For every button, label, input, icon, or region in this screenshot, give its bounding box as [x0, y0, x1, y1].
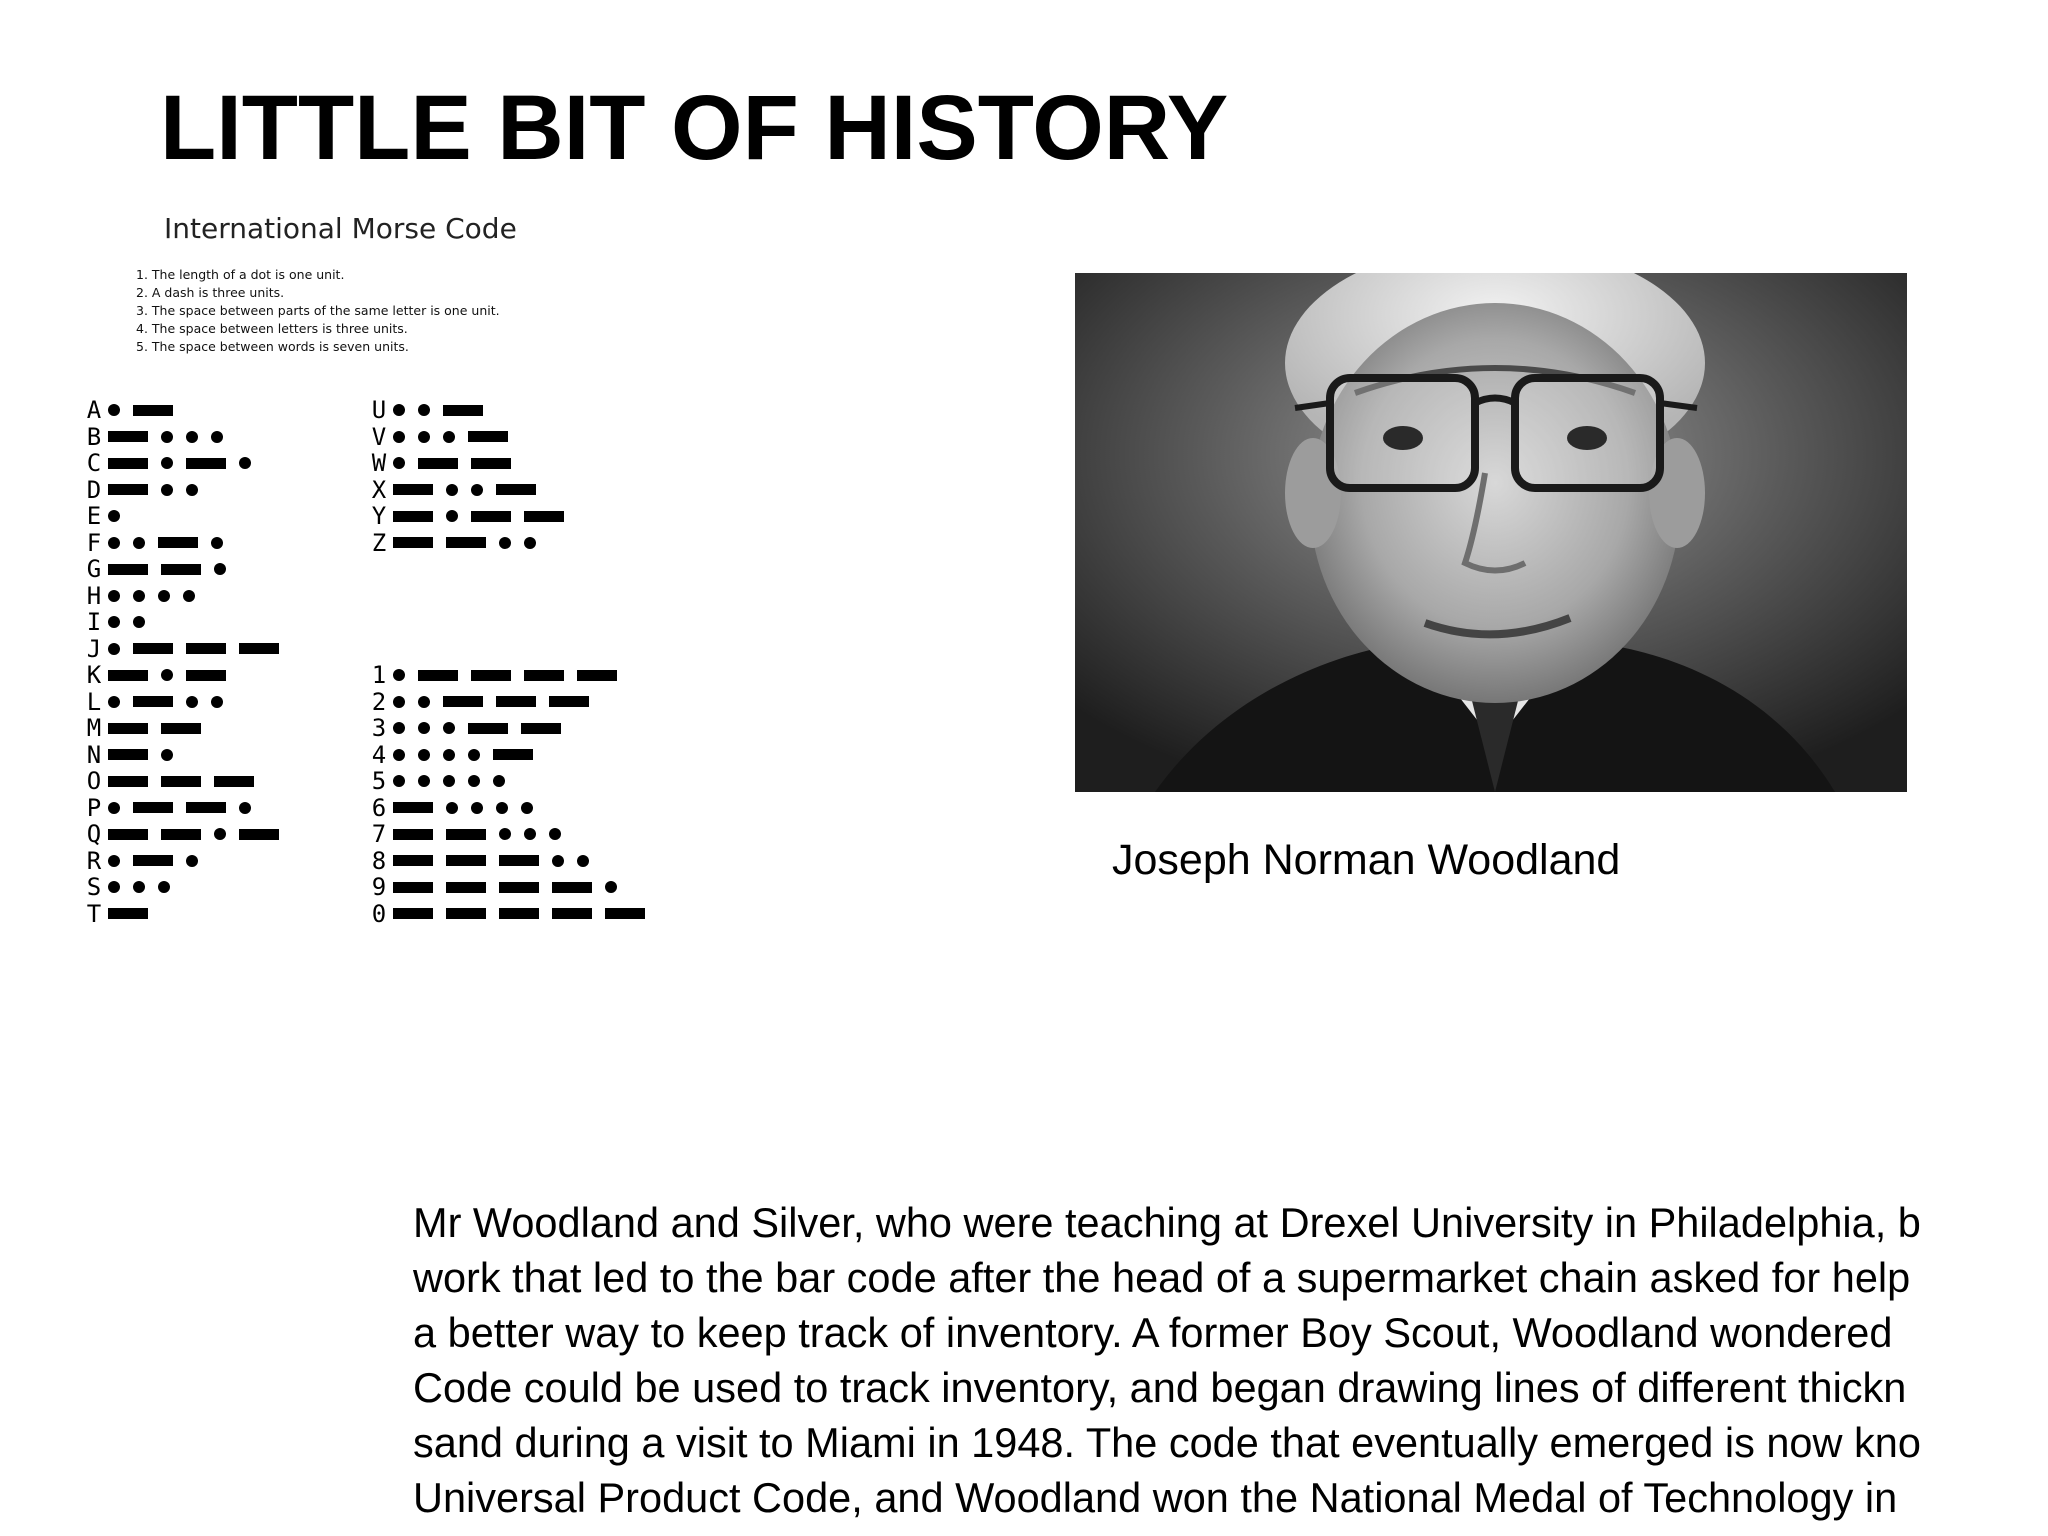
- morse-dot: [108, 855, 120, 867]
- portrait-caption: Joseph Norman Woodland: [1112, 836, 1621, 884]
- morse-character: H: [86, 581, 102, 610]
- morse-entry-h: [80, 583, 292, 610]
- morse-entry-g: [80, 556, 292, 583]
- morse-symbols: [393, 510, 577, 522]
- morse-dot: [133, 881, 145, 893]
- morse-dash: [239, 829, 279, 840]
- morse-character: 9: [371, 873, 387, 902]
- morse-dash: [186, 458, 226, 469]
- morse-character: G: [86, 555, 102, 584]
- morse-letters-column: [80, 397, 292, 927]
- morse-dot: [393, 404, 405, 416]
- morse-dot: [499, 537, 511, 549]
- morse-dash: [446, 537, 486, 548]
- morse-dot: [211, 537, 223, 549]
- morse-dot: [161, 749, 173, 761]
- morse-dash: [133, 405, 173, 416]
- morse-dash: [108, 564, 148, 575]
- morse-dot: [108, 696, 120, 708]
- morse-dash: [108, 723, 148, 734]
- morse-dash: [418, 458, 458, 469]
- morse-dot: [183, 590, 195, 602]
- morse-dot: [108, 616, 120, 628]
- morse-character: 7: [371, 820, 387, 849]
- morse-character: X: [371, 475, 387, 504]
- morse-dot: [108, 802, 120, 814]
- morse-character: 6: [371, 793, 387, 822]
- morse-dot: [239, 457, 251, 469]
- morse-dot: [108, 404, 120, 416]
- morse-entry-d: [80, 477, 292, 504]
- morse-character: A: [86, 396, 102, 425]
- morse-dash: [393, 829, 433, 840]
- morse-symbols: [393, 722, 574, 734]
- morse-dot: [161, 431, 173, 443]
- morse-dash: [524, 670, 564, 681]
- morse-character: P: [86, 793, 102, 822]
- morse-rules-list: [136, 266, 500, 356]
- morse-entry-k: [80, 662, 292, 689]
- morse-entry-b: [80, 424, 292, 451]
- morse-symbols: [393, 669, 630, 681]
- morse-dot: [214, 563, 226, 575]
- morse-character: K: [86, 661, 102, 690]
- morse-dash: [161, 776, 201, 787]
- morse-entry-c: [80, 450, 292, 477]
- morse-dot: [605, 881, 617, 893]
- morse-symbols: [393, 881, 630, 893]
- morse-dash: [108, 484, 148, 495]
- morse-dot: [161, 669, 173, 681]
- morse-dash: [446, 855, 486, 866]
- morse-character: T: [86, 899, 102, 928]
- morse-entry-5: [365, 768, 658, 795]
- morse-entry-0: [365, 901, 658, 928]
- morse-dot: [393, 775, 405, 787]
- morse-dash: [468, 723, 508, 734]
- morse-dot: [133, 590, 145, 602]
- morse-character: 5: [371, 767, 387, 796]
- morse-symbols: [108, 431, 236, 443]
- morse-dot: [133, 616, 145, 628]
- morse-dot: [239, 802, 251, 814]
- morse-dot: [108, 643, 120, 655]
- morse-symbols: [108, 723, 214, 734]
- morse-dot: [471, 802, 483, 814]
- morse-dash: [393, 882, 433, 893]
- morse-dot: [443, 431, 455, 443]
- morse-symbols: [108, 537, 236, 549]
- morse-dash: [133, 643, 173, 654]
- body-line: Code could be used to track inventory, and began drawing lines of different thickn: [413, 1364, 1907, 1411]
- morse-dot: [186, 696, 198, 708]
- morse-dash: [108, 829, 148, 840]
- morse-dash: [108, 776, 148, 787]
- morse-character: 1: [371, 661, 387, 690]
- morse-dash: [468, 431, 508, 442]
- morse-symbols: [393, 828, 574, 840]
- morse-dash: [524, 511, 564, 522]
- morse-dash: [161, 564, 201, 575]
- morse-dash: [239, 643, 279, 654]
- morse-symbols: [108, 828, 292, 840]
- morse-rule: 1. The length of a dot is one unit.: [136, 267, 345, 282]
- morse-spacer: [365, 556, 658, 583]
- morse-entry-r: [80, 848, 292, 875]
- morse-dot: [108, 537, 120, 549]
- morse-entry-9: [365, 874, 658, 901]
- morse-symbols: [108, 643, 292, 655]
- morse-dash: [552, 908, 592, 919]
- morse-dot: [158, 590, 170, 602]
- morse-dot: [443, 749, 455, 761]
- morse-character: J: [86, 634, 102, 663]
- morse-dot: [393, 457, 405, 469]
- morse-character: R: [86, 846, 102, 875]
- morse-dot: [443, 775, 455, 787]
- morse-dot: [468, 749, 480, 761]
- morse-chart-title: International Morse Code: [164, 212, 517, 245]
- morse-dash: [108, 458, 148, 469]
- morse-dot: [496, 802, 508, 814]
- morse-dot: [393, 696, 405, 708]
- morse-symbols: [393, 457, 524, 469]
- morse-entry-z: [365, 530, 658, 557]
- morse-symbols: [108, 510, 133, 522]
- morse-symbols: [393, 404, 496, 416]
- morse-dot: [393, 749, 405, 761]
- morse-dash: [161, 829, 201, 840]
- morse-character: L: [86, 687, 102, 716]
- morse-entry-l: [80, 689, 292, 716]
- morse-character: 8: [371, 846, 387, 875]
- morse-dot: [446, 510, 458, 522]
- body-line: sand during a visit to Miami in 1948. The code that eventually emerged is now kno: [413, 1419, 1921, 1466]
- morse-dash: [108, 431, 148, 442]
- morse-dash: [499, 855, 539, 866]
- morse-rule: 2. A dash is three units.: [136, 285, 285, 300]
- morse-symbols: [108, 669, 239, 681]
- morse-dot: [211, 696, 223, 708]
- morse-dash: [186, 802, 226, 813]
- morse-dot: [214, 828, 226, 840]
- morse-entry-4: [365, 742, 658, 769]
- body-line: Mr Woodland and Silver, who were teaching at Drexel University in Philadelphia, b: [413, 1199, 1921, 1246]
- morse-entry-o: [80, 768, 292, 795]
- morse-dot: [393, 722, 405, 734]
- morse-dash: [393, 484, 433, 495]
- morse-dot: [108, 590, 120, 602]
- morse-dash: [393, 802, 433, 813]
- morse-symbols: [393, 802, 546, 814]
- morse-character: S: [86, 873, 102, 902]
- morse-symbols: [393, 855, 602, 867]
- body-line: Universal Product Code, and Woodland won the National Medal of Technology in: [413, 1474, 1898, 1521]
- morse-symbols: [393, 537, 549, 549]
- morse-dot: [108, 510, 120, 522]
- morse-entry-f: [80, 530, 292, 557]
- morse-dot: [521, 802, 533, 814]
- morse-dash: [471, 670, 511, 681]
- morse-dot: [549, 828, 561, 840]
- morse-spacer: [365, 636, 658, 663]
- morse-character: Z: [371, 528, 387, 557]
- morse-entry-3: [365, 715, 658, 742]
- morse-entry-u: [365, 397, 658, 424]
- morse-symbols: [108, 563, 239, 575]
- morse-dot: [577, 855, 589, 867]
- morse-entry-x: [365, 477, 658, 504]
- morse-dot: [499, 828, 511, 840]
- morse-entry-t: [80, 901, 292, 928]
- morse-symbols: [108, 776, 267, 787]
- morse-dash: [161, 723, 201, 734]
- morse-character: B: [86, 422, 102, 451]
- morse-entry-w: [365, 450, 658, 477]
- morse-dash: [496, 696, 536, 707]
- morse-dash: [443, 696, 483, 707]
- morse-dash: [499, 908, 539, 919]
- morse-dot: [468, 775, 480, 787]
- morse-entry-6: [365, 795, 658, 822]
- morse-dash: [496, 484, 536, 495]
- morse-dash: [605, 908, 645, 919]
- morse-entry-n: [80, 742, 292, 769]
- morse-dash: [418, 670, 458, 681]
- body-paragraph: [413, 1195, 2048, 1536]
- morse-character: Y: [371, 502, 387, 531]
- morse-symbols: [108, 802, 264, 814]
- morse-character: 3: [371, 714, 387, 743]
- morse-symbols: [108, 590, 208, 602]
- morse-dash: [108, 908, 148, 919]
- portrait-photo: [1075, 273, 1907, 792]
- morse-dot: [552, 855, 564, 867]
- morse-entry-7: [365, 821, 658, 848]
- morse-dash: [393, 537, 433, 548]
- morse-dash: [393, 855, 433, 866]
- morse-character: U: [371, 396, 387, 425]
- morse-character: F: [86, 528, 102, 557]
- morse-character: 2: [371, 687, 387, 716]
- morse-symbols: [108, 616, 158, 628]
- morse-dot: [133, 537, 145, 549]
- morse-symbols: [393, 484, 549, 496]
- morse-rule: 4. The space between letters is three units.: [136, 321, 408, 336]
- morse-dot: [418, 404, 430, 416]
- morse-dot: [443, 722, 455, 734]
- morse-dash: [499, 882, 539, 893]
- morse-dot: [524, 828, 536, 840]
- morse-dash: [133, 696, 173, 707]
- morse-character: N: [86, 740, 102, 769]
- morse-dash: [577, 670, 617, 681]
- morse-symbols: [108, 908, 161, 919]
- morse-symbols: [393, 749, 546, 761]
- morse-character: 4: [371, 740, 387, 769]
- body-line: a better way to keep track of inventory. A former Boy Scout, Woodland wondered: [413, 1309, 1893, 1356]
- morse-dash: [108, 670, 148, 681]
- morse-dash: [133, 855, 173, 866]
- portrait-illustration: [1075, 273, 1907, 792]
- morse-character: I: [86, 608, 102, 637]
- morse-dot: [418, 722, 430, 734]
- morse-symbols: [393, 775, 518, 787]
- morse-dot: [161, 457, 173, 469]
- slide-title: LITTLE BIT OF HISTORY: [160, 77, 1229, 179]
- morse-dot: [158, 881, 170, 893]
- morse-character: Q: [86, 820, 102, 849]
- morse-character: M: [86, 714, 102, 743]
- morse-symbols: [108, 484, 211, 496]
- morse-dot: [418, 431, 430, 443]
- morse-symbols: [108, 881, 183, 893]
- morse-dot: [186, 484, 198, 496]
- morse-entry-s: [80, 874, 292, 901]
- morse-entry-e: [80, 503, 292, 530]
- morse-dot: [446, 484, 458, 496]
- morse-dash: [549, 696, 589, 707]
- morse-entry-2: [365, 689, 658, 716]
- morse-character: E: [86, 502, 102, 531]
- morse-rule: 3. The space between parts of the same letter is one unit.: [136, 303, 500, 318]
- morse-symbols: [108, 749, 186, 761]
- morse-character: W: [371, 449, 387, 478]
- morse-symbols: [393, 696, 602, 708]
- morse-entry-a: [80, 397, 292, 424]
- morse-entry-j: [80, 636, 292, 663]
- morse-entry-1: [365, 662, 658, 689]
- morse-symbols: [393, 908, 658, 919]
- morse-entry-q: [80, 821, 292, 848]
- morse-dash: [521, 723, 561, 734]
- morse-dash: [186, 643, 226, 654]
- morse-rule: 5. The space between words is seven units.: [136, 339, 409, 354]
- morse-dash: [443, 405, 483, 416]
- morse-dot: [108, 881, 120, 893]
- morse-dot: [418, 749, 430, 761]
- morse-dot: [186, 855, 198, 867]
- morse-symbols: [108, 855, 211, 867]
- morse-entry-p: [80, 795, 292, 822]
- morse-dash: [108, 749, 148, 760]
- morse-spacer: [365, 583, 658, 610]
- morse-dash: [446, 829, 486, 840]
- morse-dot: [418, 775, 430, 787]
- morse-dot: [393, 669, 405, 681]
- morse-code-chart: [80, 212, 680, 932]
- morse-dash: [471, 458, 511, 469]
- morse-dot: [211, 431, 223, 443]
- morse-symbols: [393, 431, 521, 443]
- morse-dot: [493, 775, 505, 787]
- morse-dash: [493, 749, 533, 760]
- morse-dash: [214, 776, 254, 787]
- morse-entry-8: [365, 848, 658, 875]
- morse-dot: [524, 537, 536, 549]
- morse-symbols: [108, 457, 264, 469]
- morse-symbols: [108, 696, 236, 708]
- morse-dash: [393, 908, 433, 919]
- morse-dot: [471, 484, 483, 496]
- morse-entry-m: [80, 715, 292, 742]
- morse-dot: [393, 431, 405, 443]
- morse-dot: [161, 484, 173, 496]
- morse-character: 0: [371, 899, 387, 928]
- morse-dash: [186, 670, 226, 681]
- morse-symbols: [108, 404, 186, 416]
- morse-dot: [186, 431, 198, 443]
- morse-character: D: [86, 475, 102, 504]
- morse-character: O: [86, 767, 102, 796]
- morse-entry-y: [365, 503, 658, 530]
- morse-character: V: [371, 422, 387, 451]
- morse-dot: [446, 802, 458, 814]
- morse-dash: [471, 511, 511, 522]
- morse-dot: [418, 696, 430, 708]
- morse-dash: [158, 537, 198, 548]
- morse-dash: [393, 511, 433, 522]
- body-line: work that led to the bar code after the head of a supermarket chain asked for help: [413, 1254, 1911, 1301]
- morse-entry-v: [365, 424, 658, 451]
- morse-character: C: [86, 449, 102, 478]
- morse-spacer: [365, 609, 658, 636]
- morse-letters-digits-column: [365, 397, 658, 927]
- morse-dash: [446, 908, 486, 919]
- morse-dash: [552, 882, 592, 893]
- morse-dash: [446, 882, 486, 893]
- morse-dash: [133, 802, 173, 813]
- morse-entry-i: [80, 609, 292, 636]
